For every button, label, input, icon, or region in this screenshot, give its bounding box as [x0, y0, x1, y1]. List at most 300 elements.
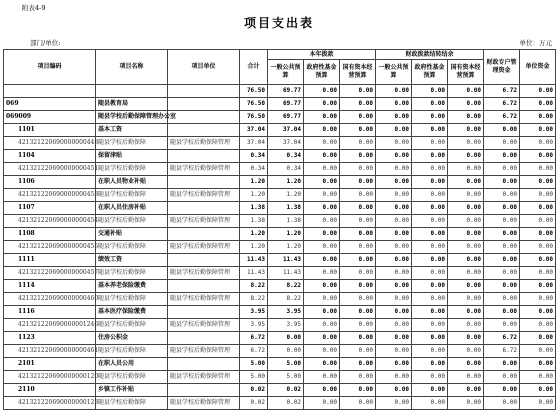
row-amount: 0.00 [412, 111, 448, 124]
row-amount: 0.00 [412, 150, 448, 163]
row-amount: 0.00 [340, 228, 376, 241]
row-amount: 0.00 [484, 280, 520, 293]
row-amount: 0.00 [304, 332, 340, 345]
row-amount: 1.20 [240, 189, 268, 202]
row-amount: 0.00 [448, 280, 484, 293]
row-amount: 0.34 [240, 150, 268, 163]
row-project-unit: 随县学校后勤保障管理 [168, 345, 240, 358]
row-amount: 0.00 [340, 345, 376, 358]
row-amount: 6.72 [240, 345, 268, 358]
row-amount: 0.00 [376, 319, 412, 332]
row-amount: 0.00 [448, 85, 484, 98]
row-project-unit [168, 228, 240, 241]
row-amount: 0.00 [376, 254, 412, 267]
table-row [4, 306, 556, 319]
row-amount: 3.95 [268, 319, 304, 332]
row-amount: 0.00 [340, 111, 376, 124]
row-amount: 0.00 [484, 319, 520, 332]
row-amount: 11.43 [240, 254, 268, 267]
row-project-name: 基本医疗保险缴费 [96, 306, 168, 319]
row-amount: 0.00 [376, 163, 412, 176]
row-project-unit [168, 254, 240, 267]
row-project-name: 随县学校后勤保障 [96, 215, 168, 228]
row-amount: 0.00 [304, 371, 340, 384]
row-project-unit: 随县学校后勤保障管理 [168, 215, 240, 228]
row-amount: 69.77 [268, 111, 304, 124]
row-amount: 0.00 [448, 189, 484, 202]
row-amount: 0.00 [520, 332, 556, 345]
row-code: 1104 [4, 150, 96, 163]
dept-label: 部门/单位: [30, 39, 61, 47]
header-group-current: 本年拨款 [268, 50, 376, 60]
row-amount: 0.00 [484, 189, 520, 202]
row-amount: 0.00 [376, 124, 412, 137]
row-amount: 69.77 [268, 98, 304, 111]
row-amount: 6.72 [484, 85, 520, 98]
row-amount: 0.02 [240, 397, 268, 410]
row-amount: 0.00 [412, 267, 448, 280]
row-project-unit: 随县学校后勤保障管理 [168, 137, 240, 150]
row-amount: 0.00 [376, 98, 412, 111]
row-amount: 0.00 [412, 228, 448, 241]
row-amount: 5.00 [268, 371, 304, 384]
table-row [4, 176, 556, 189]
table-row [4, 150, 556, 163]
row-amount: 0.00 [412, 306, 448, 319]
row-project-unit [168, 176, 240, 189]
row-project-unit [168, 124, 240, 137]
row-amount: 0.00 [340, 124, 376, 137]
row-amount: 0.00 [304, 280, 340, 293]
row-amount: 0.00 [340, 332, 376, 345]
row-code: 069009 [4, 111, 96, 124]
table-row [4, 371, 556, 384]
row-amount: 3.95 [240, 319, 268, 332]
row-amount: 0.00 [412, 371, 448, 384]
row-amount: 0.00 [304, 85, 340, 98]
table-row [4, 280, 556, 293]
row-amount: 0.00 [376, 267, 412, 280]
row-project-name: 随县教育局 [96, 98, 168, 111]
row-project-name: 基本养老保险缴费 [96, 280, 168, 293]
row-amount: 0.00 [304, 228, 340, 241]
row-amount: 0.00 [340, 358, 376, 371]
row-amount: 0.00 [304, 345, 340, 358]
row-amount: 0.00 [340, 267, 376, 280]
row-amount: 0.00 [412, 215, 448, 228]
row-code: 1101 [4, 124, 96, 137]
row-amount: 0.00 [448, 163, 484, 176]
row-amount: 0.00 [304, 202, 340, 215]
row-project-unit [168, 358, 240, 371]
row-amount: 0.00 [412, 319, 448, 332]
row-amount: 8.22 [268, 280, 304, 293]
unit-label: 单位：万元 [519, 39, 552, 47]
row-amount: 0.00 [412, 384, 448, 397]
row-amount: 0.00 [340, 384, 376, 397]
row-project-name: 随县学校后勤保障 [96, 371, 168, 384]
row-amount: 0.00 [448, 358, 484, 371]
row-amount: 0.00 [376, 384, 412, 397]
row-amount: 0.00 [376, 293, 412, 306]
row-amount: 6.72 [484, 332, 520, 345]
row-amount: 0.00 [340, 202, 376, 215]
row-amount: 0.00 [520, 98, 556, 111]
row-amount: 0.00 [484, 150, 520, 163]
row-amount: 0.00 [340, 241, 376, 254]
table-row [4, 111, 556, 124]
row-code: 069 [4, 98, 96, 111]
row-amount: 6.72 [484, 345, 520, 358]
row-amount: 0.00 [520, 293, 556, 306]
row-amount: 0.00 [304, 98, 340, 111]
row-code: 421321220690000001246 [4, 319, 96, 332]
row-code: 1107 [4, 202, 96, 215]
row-project-unit: 随县学校后勤保障管理 [168, 241, 240, 254]
row-amount: 0.02 [268, 397, 304, 410]
row-project-name: 保留津贴 [96, 150, 168, 163]
row-amount: 0.00 [340, 98, 376, 111]
row-amount: 0.00 [376, 202, 412, 215]
table-row [4, 137, 556, 150]
row-amount: 0.00 [304, 293, 340, 306]
table-row [4, 202, 556, 215]
row-amount: 0.00 [376, 306, 412, 319]
table-row [4, 332, 556, 345]
row-amount: 0.00 [376, 189, 412, 202]
row-amount: 0.00 [340, 397, 376, 410]
row-amount: 0.00 [304, 384, 340, 397]
row-amount: 0.00 [484, 267, 520, 280]
row-amount: 0.00 [448, 215, 484, 228]
row-amount: 76.50 [240, 85, 268, 98]
row-amount: 0.00 [520, 124, 556, 137]
table-row [4, 124, 556, 137]
row-amount: 0.00 [520, 397, 556, 410]
row-amount: 0.00 [520, 345, 556, 358]
row-code: 421321220690000000454 [4, 215, 96, 228]
row-amount: 5.00 [240, 371, 268, 384]
row-amount: 0.00 [340, 254, 376, 267]
row-amount: 0.00 [448, 137, 484, 150]
row-project-unit: 随县学校后勤保障管理 [168, 293, 240, 306]
row-amount: 0.00 [448, 397, 484, 410]
row-amount: 0.00 [448, 332, 484, 345]
row-amount: 0.00 [448, 345, 484, 358]
row-amount: 0.00 [448, 293, 484, 306]
row-amount: 0.00 [304, 189, 340, 202]
row-amount: 0.00 [376, 111, 412, 124]
row-amount: 0.00 [412, 358, 448, 371]
table-row [4, 384, 556, 397]
row-amount: 0.00 [484, 254, 520, 267]
row-code: 1116 [4, 306, 96, 319]
row-amount: 0.00 [304, 267, 340, 280]
row-amount: 0.00 [376, 332, 412, 345]
table-row [4, 241, 556, 254]
row-amount: 0.00 [484, 163, 520, 176]
row-amount: 6.72 [484, 98, 520, 111]
row-project-name: 随县学校后勤保障 [96, 241, 168, 254]
row-code: 1111 [4, 254, 96, 267]
header-unit-fund: 单位资金 [520, 50, 556, 85]
row-amount: 0.00 [376, 280, 412, 293]
table-row [4, 85, 556, 98]
row-amount: 0.00 [376, 371, 412, 384]
row-amount: 0.00 [448, 306, 484, 319]
row-amount: 0.00 [448, 150, 484, 163]
row-amount: 0.00 [448, 202, 484, 215]
row-amount: 0.00 [304, 124, 340, 137]
row-amount: 0.00 [412, 124, 448, 137]
row-amount: 0.00 [484, 241, 520, 254]
row-amount: 69.77 [268, 85, 304, 98]
row-amount: 0.00 [340, 176, 376, 189]
row-amount: 0.00 [448, 176, 484, 189]
row-amount: 76.50 [240, 98, 268, 111]
row-code: 421321220690000000457 [4, 267, 96, 280]
row-amount: 0.34 [268, 163, 304, 176]
row-amount: 0.00 [484, 124, 520, 137]
row-amount: 0.00 [412, 254, 448, 267]
row-amount: 0.00 [304, 306, 340, 319]
row-amount: 0.00 [448, 124, 484, 137]
row-amount: 0.00 [268, 332, 304, 345]
row-amount: 0.00 [520, 202, 556, 215]
table-row [4, 254, 556, 267]
row-amount: 0.00 [412, 293, 448, 306]
row-amount: 0.00 [484, 397, 520, 410]
row-code: 421321220690000000120 [4, 371, 96, 384]
table-row [4, 163, 556, 176]
row-project-unit: 随县学校后勤保障管理 [168, 319, 240, 332]
row-amount: 6.72 [240, 332, 268, 345]
row-amount: 0.00 [376, 358, 412, 371]
row-amount: 1.38 [268, 202, 304, 215]
row-amount: 1.20 [240, 176, 268, 189]
row-code: 421321220690000000451 [4, 163, 96, 176]
row-amount: 8.22 [240, 293, 268, 306]
row-amount: 37.04 [240, 137, 268, 150]
row-project-name: 随县学校后勤保障 [96, 137, 168, 150]
row-amount: 37.04 [268, 124, 304, 137]
row-code: 421321220690000000455 [4, 241, 96, 254]
row-code: 1108 [4, 228, 96, 241]
row-amount: 0.00 [520, 319, 556, 332]
row-amount: 0.00 [520, 189, 556, 202]
row-project-unit: 随县学校后勤保障管理 [168, 267, 240, 280]
row-amount: 0.00 [376, 228, 412, 241]
row-amount: 76.50 [240, 111, 268, 124]
row-amount: 0.00 [484, 215, 520, 228]
table-row [4, 358, 556, 371]
row-amount: 0.00 [520, 306, 556, 319]
row-project-name: 随县学校后勤保障 [96, 345, 168, 358]
row-project-name: 随县学校后勤保障 [96, 397, 168, 410]
row-amount: 0.00 [520, 163, 556, 176]
row-project-unit [168, 280, 240, 293]
row-amount: 0.00 [304, 241, 340, 254]
row-amount: 0.00 [448, 241, 484, 254]
row-amount: 0.02 [268, 384, 304, 397]
row-amount: 1.38 [240, 202, 268, 215]
row-amount: 11.43 [268, 254, 304, 267]
table-row [4, 228, 556, 241]
row-amount: 0.00 [376, 241, 412, 254]
row-amount: 0.00 [340, 85, 376, 98]
row-amount: 0.00 [520, 267, 556, 280]
row-amount: 1.20 [268, 189, 304, 202]
row-project-name: 随县学校后勤保障 [96, 293, 168, 306]
row-code: 1114 [4, 280, 96, 293]
row-amount: 0.00 [484, 371, 520, 384]
row-amount: 0.00 [376, 215, 412, 228]
row-amount: 0.00 [448, 371, 484, 384]
table-row [4, 293, 556, 306]
row-amount: 6.72 [484, 111, 520, 124]
row-amount: 0.00 [520, 280, 556, 293]
table-row [4, 215, 556, 228]
row-amount: 0.00 [340, 306, 376, 319]
table-row [4, 267, 556, 280]
row-project-unit: 随县学校后勤保障管理 [168, 189, 240, 202]
row-amount: 1.20 [268, 228, 304, 241]
row-project-name: 基本工资 [96, 124, 168, 137]
row-amount: 11.43 [240, 267, 268, 280]
header-name: 项目名称 [96, 50, 168, 85]
row-amount: 0.00 [412, 241, 448, 254]
row-project-name: 随县学校后勤保障 [96, 189, 168, 202]
row-code: 1123 [4, 332, 96, 345]
row-amount: 0.00 [304, 215, 340, 228]
row-amount: 0.00 [340, 189, 376, 202]
row-project-name [96, 85, 168, 98]
row-amount: 1.38 [240, 215, 268, 228]
row-amount: 0.00 [268, 345, 304, 358]
row-amount: 0.00 [340, 319, 376, 332]
row-amount: 0.00 [412, 202, 448, 215]
row-amount: 0.00 [412, 98, 448, 111]
row-amount: 0.00 [484, 306, 520, 319]
attachment-label: 附表4-9 [22, 4, 46, 12]
header-total: 合计 [240, 50, 268, 85]
row-amount: 11.43 [268, 267, 304, 280]
row-project-name: 交通补贴 [96, 228, 168, 241]
header-unit: 项目单位 [168, 50, 240, 85]
row-amount: 0.34 [268, 150, 304, 163]
row-amount: 0.00 [520, 137, 556, 150]
row-amount: 37.04 [268, 137, 304, 150]
row-amount: 0.00 [484, 384, 520, 397]
row-project-unit [168, 332, 240, 345]
header-gen-budget-carry: 一般公共预算 [376, 60, 412, 85]
row-code: 2110 [4, 384, 96, 397]
row-project-name: 随县学校后勤保障 [96, 267, 168, 280]
row-amount: 8.22 [268, 293, 304, 306]
row-amount: 0.00 [520, 371, 556, 384]
row-amount: 0.00 [304, 319, 340, 332]
header-group-carry: 财政拨款结转结余 [376, 50, 484, 60]
row-amount: 0.00 [340, 150, 376, 163]
row-amount: 0.00 [520, 358, 556, 371]
row-amount: 0.00 [484, 176, 520, 189]
row-amount: 0.00 [448, 228, 484, 241]
row-amount: 0.00 [412, 176, 448, 189]
row-amount: 0.00 [304, 176, 340, 189]
row-project-unit: 随县学校后勤保障管理 [168, 397, 240, 410]
row-project-unit [168, 111, 240, 124]
row-amount: 0.00 [376, 85, 412, 98]
row-amount: 0.00 [412, 189, 448, 202]
row-amount: 1.38 [268, 215, 304, 228]
row-project-name: 在职人员公用 [96, 358, 168, 371]
row-amount: 1.20 [268, 241, 304, 254]
header-state-capital: 国有资本经营预算 [340, 60, 376, 85]
row-amount: 0.00 [304, 150, 340, 163]
row-project-unit: 随县学校后勤保障管理 [168, 371, 240, 384]
row-amount: 0.00 [412, 137, 448, 150]
row-amount: 0.00 [304, 137, 340, 150]
row-amount: 0.00 [304, 358, 340, 371]
header-gen-budget: 一般公共预算 [268, 60, 304, 85]
row-project-name: 在职人员物业补贴 [96, 176, 168, 189]
row-amount: 0.00 [484, 358, 520, 371]
row-code: 1106 [4, 176, 96, 189]
row-amount: 0.00 [304, 254, 340, 267]
row-amount: 0.00 [376, 345, 412, 358]
header-state-capital-carry: 国有资本经营预算 [448, 60, 484, 85]
row-amount: 0.00 [520, 176, 556, 189]
row-project-unit [168, 306, 240, 319]
row-amount: 0.00 [484, 293, 520, 306]
row-code [4, 85, 96, 98]
row-amount: 0.00 [484, 137, 520, 150]
row-project-unit [168, 150, 240, 163]
row-amount: 0.00 [448, 319, 484, 332]
row-amount: 0.00 [484, 228, 520, 241]
row-amount: 0.00 [304, 163, 340, 176]
row-project-name: 在职人员住房补贴 [96, 202, 168, 215]
row-amount: 0.00 [412, 163, 448, 176]
row-amount: 0.00 [412, 332, 448, 345]
row-amount: 5.00 [268, 358, 304, 371]
row-amount: 0.00 [412, 345, 448, 358]
row-amount: 8.22 [240, 280, 268, 293]
row-project-unit [168, 98, 240, 111]
row-amount: 3.95 [240, 306, 268, 319]
row-amount: 1.20 [268, 176, 304, 189]
row-code: 421321220690000000123 [4, 397, 96, 410]
table-row [4, 189, 556, 202]
row-amount: 0.00 [520, 254, 556, 267]
row-amount: 0.00 [484, 202, 520, 215]
row-amount: 0.00 [304, 111, 340, 124]
row-project-name: 乡镇工作补贴 [96, 384, 168, 397]
row-project-unit [168, 202, 240, 215]
row-amount: 0.00 [520, 384, 556, 397]
row-amount: 0.00 [520, 85, 556, 98]
header-special-fund: 财政专户管理资金 [484, 50, 520, 85]
row-project-unit: 随县学校后勤保障管理 [168, 163, 240, 176]
header-gov-fund-carry: 政府性基金预算 [412, 60, 448, 85]
table-row [4, 345, 556, 358]
header-gov-fund: 政府性基金预算 [304, 60, 340, 85]
row-amount: 0.00 [340, 215, 376, 228]
table-row [4, 319, 556, 332]
row-amount: 0.34 [240, 163, 268, 176]
row-amount: 0.00 [376, 137, 412, 150]
row-amount: 0.00 [340, 293, 376, 306]
